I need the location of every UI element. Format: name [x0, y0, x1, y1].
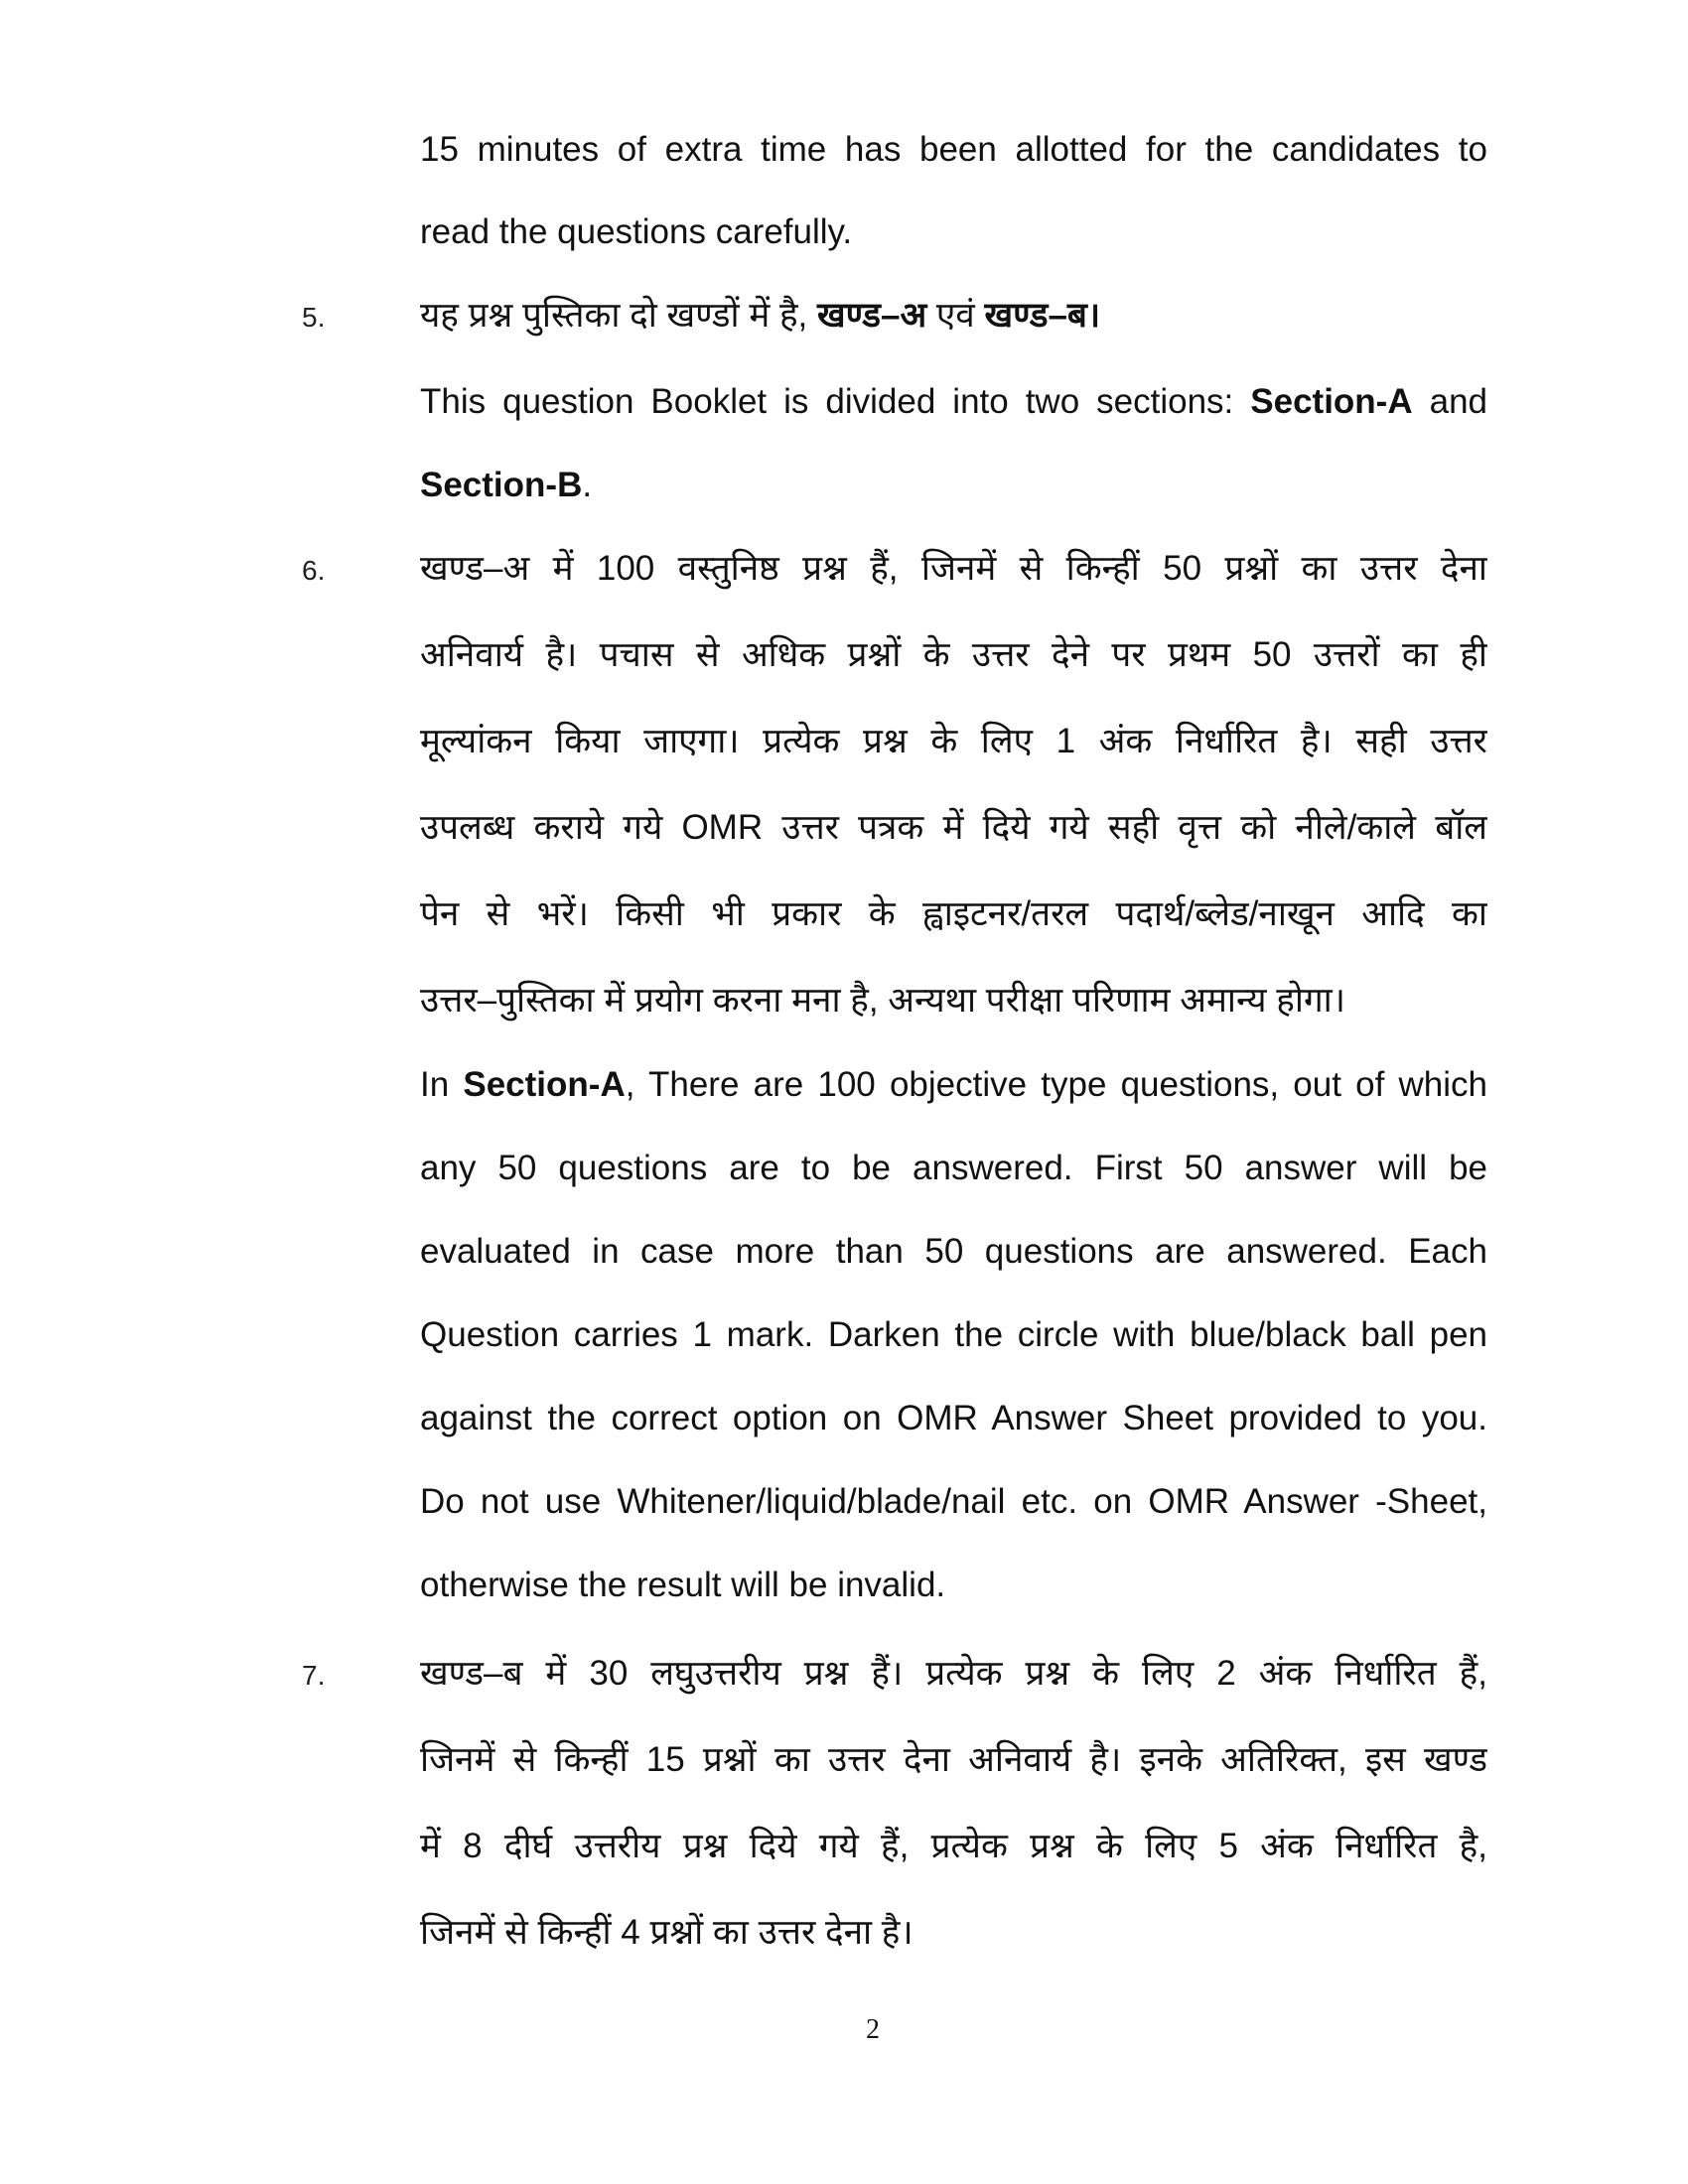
item-6-english-line-5: against the correct option on OMR Answer Sheet provided to you.: [420, 1399, 1487, 1437]
item-6-hindi-line-1: खण्ड–अ में 100 वस्तुनिष्ठ प्रश्न हैं, जिनमें से किन्हीं 50 प्रश्नों का उत्तर देना: [420, 549, 1487, 588]
item-6-hindi-line-4: उपलब्ध कराये गये OMR उत्तर पत्रक में दिये गये सही वृत्त को नीले/काले बॉल: [420, 808, 1487, 847]
item-6-english-line-3: evaluated in case more than 50 questions are answered. Each: [420, 1232, 1487, 1271]
item-6-english-line-4: Question carries 1 mark. Darken the circle with blue/black ball pen: [420, 1315, 1487, 1354]
item-6-hindi-line-5: पेन से भरें। किसी भी प्रकार के ह्वाइटनर/तरल पदार्थ/ब्लेड/नाखून आदि का: [420, 894, 1487, 933]
item-6-english-line-2: any 50 questions are to be answered. First 50 answer will be: [420, 1149, 1487, 1187]
item-6-hindi-line-6: उत्तर–पुस्तिका में प्रयोग करना मना है, अन्यथा परीक्षा परिणाम अमान्य होगा।: [420, 981, 1345, 1020]
item-5-english-line-1: This question Booklet is divided into two sections: Section-A and: [420, 382, 1487, 421]
item-6-hindi-line-3: मूल्यांकन किया जाएगा। प्रत्येक प्रश्न के लिए 1 अंक निर्धारित है। सही उत्तर: [420, 722, 1487, 760]
item-7-hindi-line-2: जिनमें से किन्हीं 15 प्रश्नों का उत्तर देना अनिवार्य है। इनके अतिरिक्त, इस खण्ड: [420, 1740, 1487, 1779]
page-number: 2: [866, 2014, 880, 2045]
item-5-number: 5.: [302, 302, 326, 333]
item-7-hindi-line-1: खण्ड–ब में 30 लघुउत्तरीय प्रश्न हैं। प्रत्येक प्रश्न के लिए 2 अंक निर्धारित हैं,: [420, 1654, 1487, 1693]
item-6-english-line-7: otherwise the result will be invalid.: [420, 1566, 946, 1604]
intro-line-2: read the questions carefully.: [420, 212, 853, 251]
item-5-english-line-2: Section-B.: [420, 466, 593, 504]
item-7-hindi-line-4: जिनमें से किन्हीं 4 प्रश्नों का उत्तर देना है।: [420, 1913, 914, 1952]
item-7-hindi-line-3: में 8 दीर्घ उत्तरीय प्रश्न दिये गये हैं, प्रत्येक प्रश्न के लिए 5 अंक निर्धारित है,: [420, 1827, 1487, 1865]
item-6-english-line-1: In Section-A, There are 100 objective type questions, out of which: [420, 1065, 1487, 1104]
item-6-hindi-line-2: अनिवार्य है। पचास से अधिक प्रश्नों के उत्तर देने पर प्रथम 50 उत्तरों का ही: [420, 635, 1487, 674]
item-6-english-line-6: Do not use Whitener/liquid/blade/nail etc. on OMR Answer -Sheet,: [420, 1482, 1487, 1521]
intro-line-1: 15 minutes of extra time has been allotted for the candidates to: [420, 130, 1487, 169]
item-6-number: 6.: [302, 555, 326, 586]
item-5-hindi-line: यह प्रश्न पुस्तिका दो खण्डों में है, खण्ड–अ एवं खण्ड–ब।: [420, 296, 1101, 335]
item-7-number: 7.: [302, 1660, 326, 1691]
